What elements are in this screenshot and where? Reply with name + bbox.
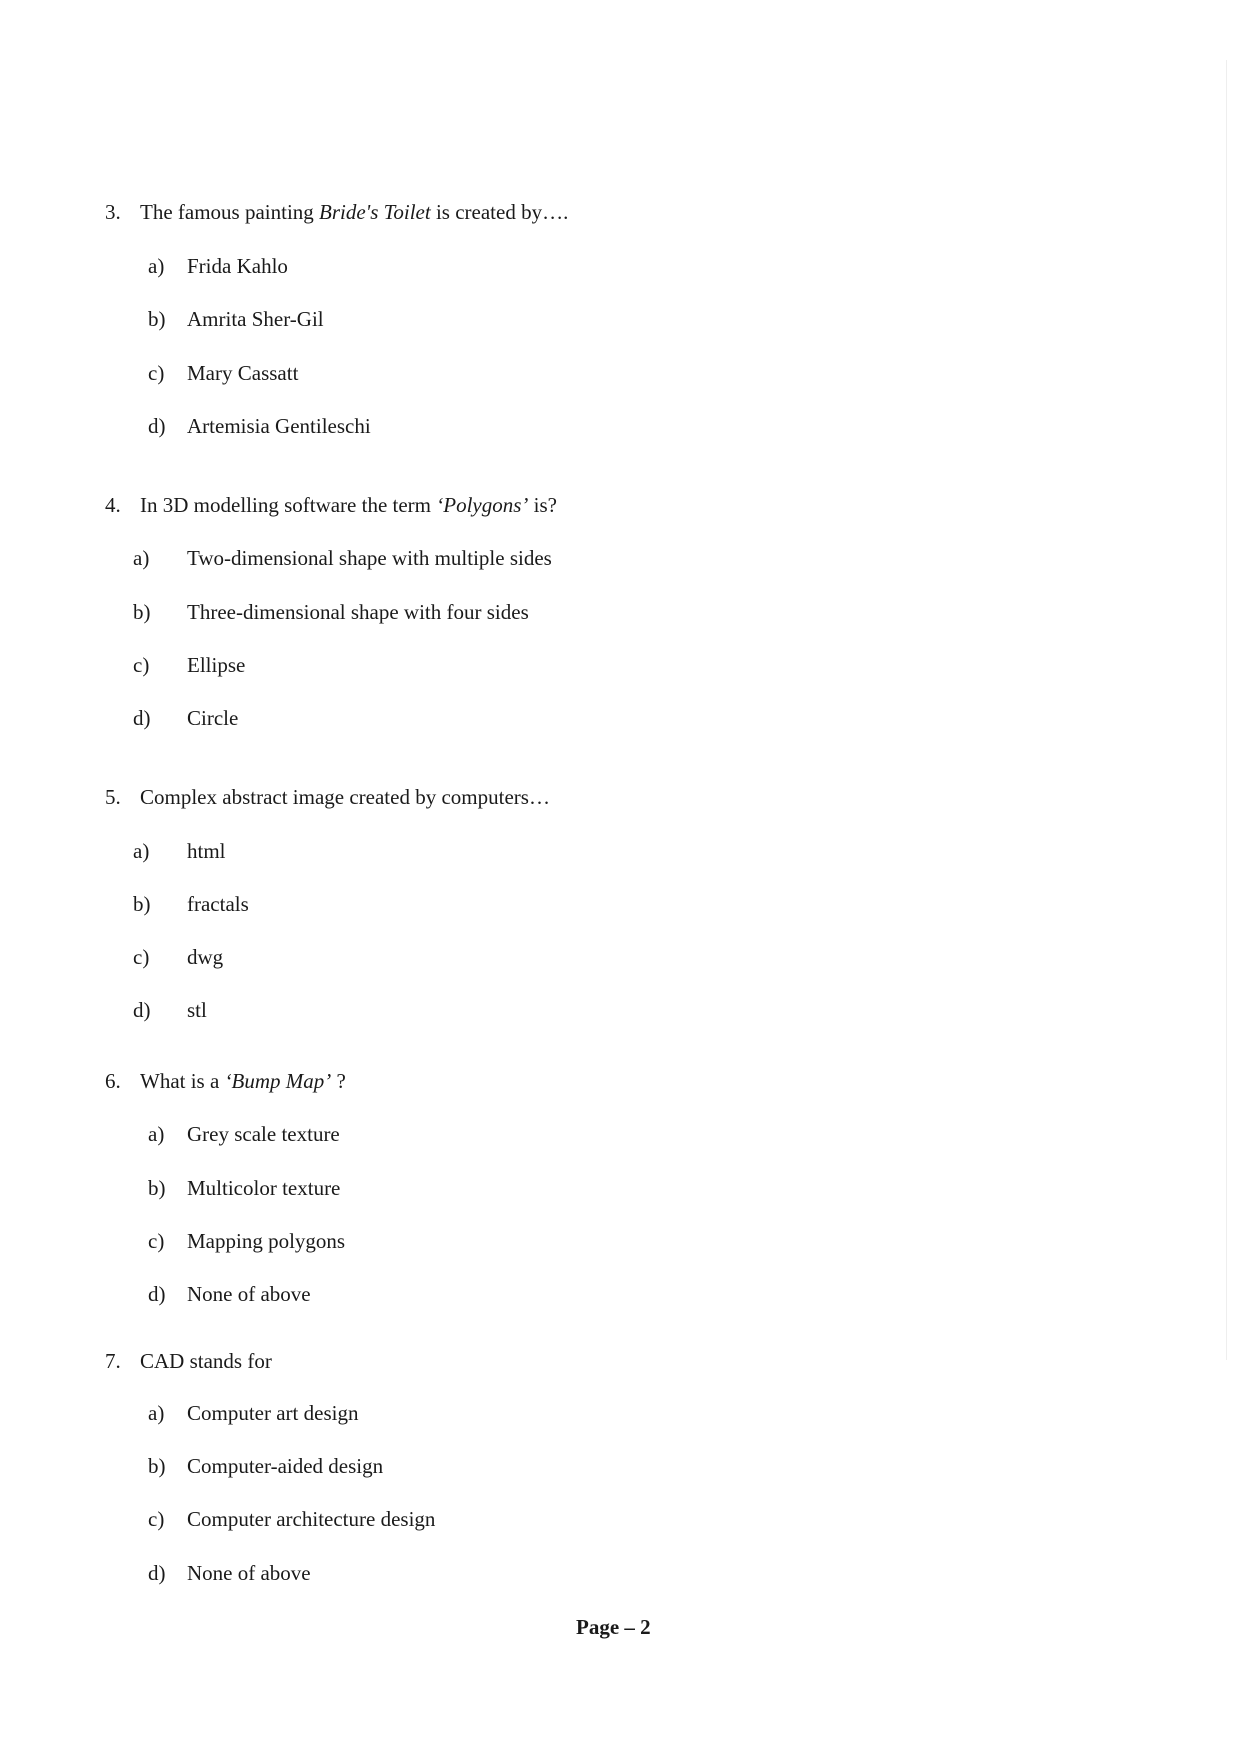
option-letter: c) — [148, 1229, 165, 1253]
option-letter: a) — [133, 839, 150, 863]
question-text — [140, 1069, 346, 1093]
question-text-part: is? — [528, 493, 557, 517]
question-number: 7. — [105, 1349, 121, 1373]
option-letter: b) — [148, 307, 166, 331]
option-text: Three-dimensional shape with four sides — [187, 600, 529, 624]
question-text-italic: ‘Bump Map’ — [224, 1069, 332, 1093]
option-letter: b) — [133, 600, 151, 624]
option-text: Computer art design — [187, 1401, 359, 1425]
option-letter: a) — [148, 1122, 165, 1146]
option-letter: b) — [148, 1176, 166, 1200]
option-letter: b) — [133, 892, 151, 916]
option-letter: c) — [148, 361, 165, 385]
question-text — [140, 1349, 272, 1373]
option-letter: a) — [148, 1401, 165, 1425]
option-text: stl — [187, 998, 207, 1022]
option-text: Artemisia Gentileschi — [187, 414, 371, 438]
question-text-part: ? — [331, 1069, 346, 1093]
question-text — [140, 785, 550, 809]
option-text: None of above — [187, 1282, 311, 1306]
option-letter: c) — [148, 1507, 165, 1531]
option-text: Mapping polygons — [187, 1229, 346, 1253]
option-text: html — [187, 839, 226, 863]
option-letter: b) — [148, 1454, 166, 1478]
question-text — [140, 200, 568, 224]
question-text-part: The famous painting — [140, 200, 320, 224]
option-text: Two-dimensional shape with multiple sides — [187, 546, 552, 570]
option-text: fractals — [187, 892, 249, 916]
question-text-part: CAD stands for — [140, 1349, 272, 1373]
question-text-part: is created by…. — [430, 200, 569, 224]
question-number: 5. — [105, 785, 121, 809]
option-letter: c) — [133, 945, 150, 969]
question-number: 4. — [105, 493, 121, 517]
question-number: 6. — [105, 1069, 121, 1093]
option-letter: d) — [148, 414, 166, 438]
question-text-part: In 3D modelling software the term — [140, 493, 437, 517]
option-text: Ellipse — [187, 653, 246, 677]
scan-edge — [1226, 60, 1227, 1360]
option-text: Amrita Sher-Gil — [187, 307, 324, 331]
option-text: Multicolor texture — [187, 1176, 341, 1200]
option-letter: d) — [148, 1561, 166, 1585]
option-text: dwg — [187, 945, 224, 969]
option-letter: c) — [133, 653, 150, 677]
option-letter: a) — [133, 546, 150, 570]
question-text-part: Complex abstract image created by computers… — [140, 785, 550, 809]
option-text: Mary Cassatt — [187, 361, 299, 385]
question-text-part: What is a — [140, 1069, 225, 1093]
question-text-italic: Bride's Toilet — [319, 200, 431, 224]
page-number: Page – 2 — [576, 1615, 651, 1639]
option-text: Computer architecture design — [187, 1507, 436, 1531]
option-text: Computer-aided design — [187, 1454, 384, 1478]
question-text-italic: ‘Polygons’ — [436, 493, 529, 517]
question-number: 3. — [105, 200, 121, 224]
option-text: Frida Kahlo — [187, 254, 288, 278]
option-text: None of above — [187, 1561, 311, 1585]
option-text: Grey scale texture — [187, 1122, 340, 1146]
question-text — [140, 493, 557, 517]
option-letter: a) — [148, 254, 165, 278]
option-letter: d) — [148, 1282, 166, 1306]
option-letter: d) — [133, 998, 151, 1022]
option-text: Circle — [187, 706, 239, 730]
option-letter: d) — [133, 706, 151, 730]
